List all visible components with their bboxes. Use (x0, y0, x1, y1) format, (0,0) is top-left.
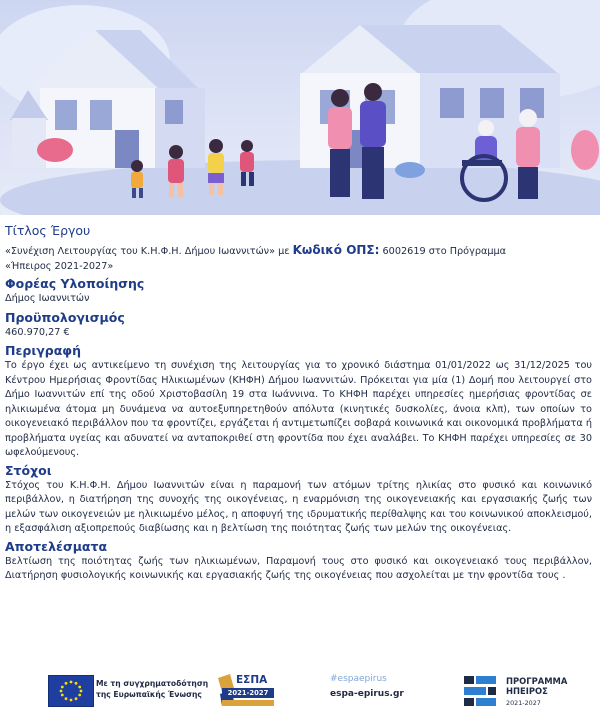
eu-cofunding-text: Με τη συγχρηματοδότηση της Ευρωπαϊκής Ένωσης (96, 679, 209, 699)
description-heading: Περιγραφή (5, 343, 81, 358)
program-years: 2021-2027 (506, 699, 541, 707)
project-details (0, 223, 600, 584)
title-line-part1: «Συνέχιση Λειτουργίας του Κ.Η.Φ.Η. Δήμου Ιωαννιτών» με (5, 246, 293, 257)
hashtag-text: #espaepirus (330, 674, 387, 684)
website-link[interactable]: espa-epirus.gr (330, 689, 404, 699)
hero-illustration (0, 0, 600, 215)
title-line-2: «Ήπειρος 2021-2027» (5, 260, 114, 272)
budget-value: 460.970,27 € (5, 326, 70, 338)
results-heading: Αποτελέσματα (5, 538, 108, 554)
ops-code-label: Κωδικό ΟΠΣ: (292, 243, 380, 257)
title-line-part2: 6002619 στο Πρόγραμμα (379, 246, 507, 257)
goals-text: Στόχος του Κ.Η.Φ.Η. Δήμου Ιωαννιτών είναι η παραμονή των ατόμων τρίτης ηλικίας στο φυσικό και κοινωνικό περιβάλλον, η διατήρηση της συνοχής της οικογένειας, η εναρμόνιση της οικογενειακής και εργασιακής ζωής των μελών των οικογενειών με ηλικιωμένο μέλος, η αποφυγή της ιδρυματικής περίθαλψης και του κοινωνικού αποκλεισμού, η εξασφάλιση αξιοπρεπούς διαβίωσης και η βελτίωση της ποιότητας ζωής των μελών της οικογένειας. (5, 479, 592, 534)
results-text: Βελτίωση της ποιότητας ζωής των ηλικιωμένων, Παραμονή τους στο φυσικό και οικογενειακό τους περιβάλλον, Διατήρηση φυσιολογικής κοινωνικής και εργασιακής ζωής της οικογένειας που ασχολείται με την φροντίδα τους . (5, 555, 592, 581)
description-text: Το έργο έχει ως αντικείμενο τη συνέχιση της λειτουργίας για το χρονικό διάστημα 01/01/2022 ως 31/12/2025 του Κέντρου Ημερήσιας Φροντίδας Ηλικιωμένων (ΚΗΦΗ) Δήμου Ιωαννιτών. Πρόκειται για μία (1) Δομή που λειτουργεί στο Δήμο Ιωαννιτών επί της οδού Χριστοβασίλη 19 στα Ιωάννινα. Το ΚΗΦΗ παρέχει υπηρεσίες ημερήσιας φροντίδας σε ηλικιωμένα άτομα μη δυνάμενα να αυτοεξυπηρετηθούν απόλυτα (κινητικές δυσκολίες, άνοια κλπ), των οποίων το οικογενειακό περιβάλλον που τα φροντίζει, εργάζεται ή αντιμετωπίζει σοβαρά κοινωνικά και οικονομικά προβλήματα ή προβλήματα υγείας και αδυνατεί να ανταποκριθεί στη φροντίδα που έχει αναλάβει. Το ΚΗΦΗ παρέχει υπηρεσίες σε 30 ωφελούμενους. (5, 360, 592, 458)
espa-title: ΕΣΠΑ (236, 674, 268, 686)
program-title: ΠΡΟΓΡΑΜΜΑ ΗΠΕΙΡΟΣ (506, 676, 568, 696)
program-epirus-logo-icon (462, 672, 502, 712)
title-heading: Τίτλος Έργου (5, 223, 91, 238)
goals-heading: Στόχοι (5, 462, 52, 478)
implementing-body-value: Δήμος Ιωαννιτών (5, 293, 90, 304)
budget-heading: Προϋπολογισμός (5, 309, 125, 325)
espa-years: 2021-2027 (222, 688, 274, 698)
eu-stars-icon (49, 676, 93, 706)
eu-flag-icon (48, 675, 94, 707)
implementing-body-heading: Φορέας Υλοποίησης (5, 276, 145, 291)
family-home-illustration-icon (0, 0, 600, 215)
title-line-1 (5, 243, 592, 260)
espa-underline (222, 700, 274, 706)
